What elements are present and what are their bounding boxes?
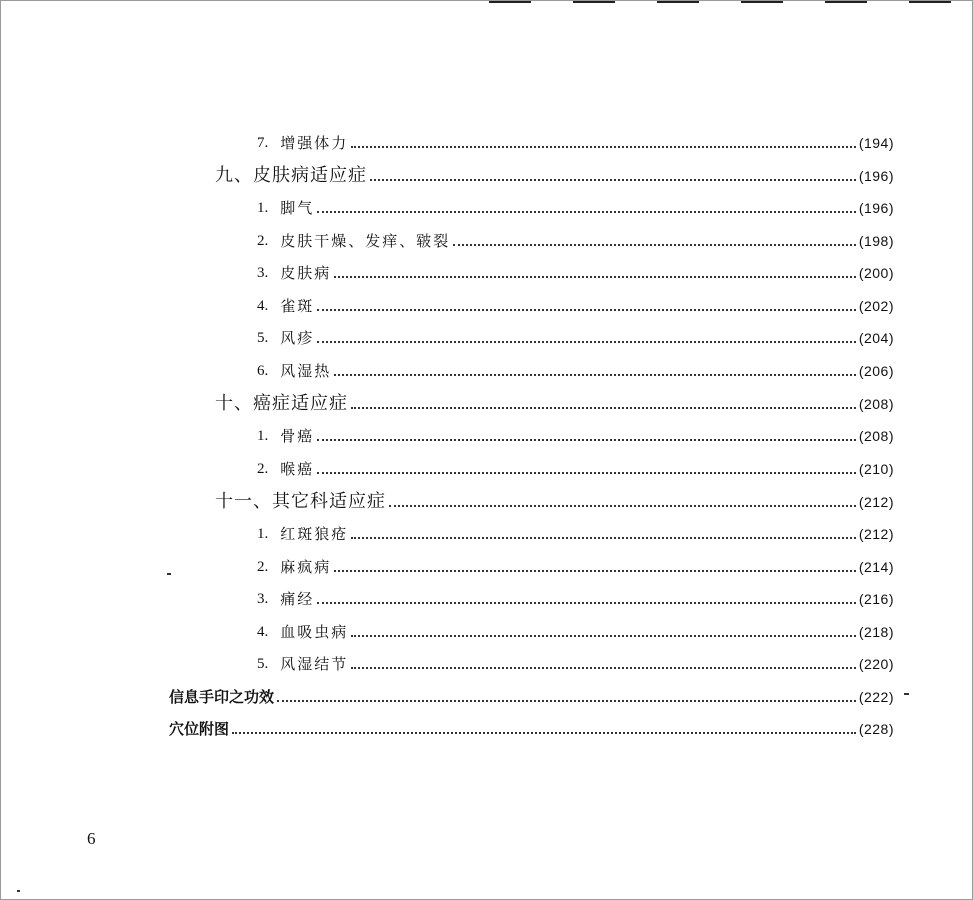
entry-page: (222) xyxy=(858,689,894,705)
top-rule xyxy=(573,1,615,3)
entry-title: 雀斑 xyxy=(280,297,315,315)
entry-title: 脚气 xyxy=(280,199,315,217)
section-title: 九、皮肤病适应症 xyxy=(215,165,367,186)
entry-number: 3. xyxy=(257,265,269,281)
entry-page: (218) xyxy=(858,624,894,640)
entry-number: 4. xyxy=(257,624,269,640)
toc-entry[interactable] xyxy=(257,292,894,316)
dot-leader xyxy=(232,732,856,734)
dot-leader xyxy=(370,179,856,181)
top-rule xyxy=(489,1,531,3)
entry-title: 痛经 xyxy=(280,590,315,608)
toc-part[interactable] xyxy=(169,683,894,707)
dot-leader xyxy=(351,635,856,637)
toc-part[interactable] xyxy=(169,715,894,739)
dot-leader xyxy=(334,276,856,278)
entry-page: (206) xyxy=(858,363,894,379)
toc-entry[interactable] xyxy=(257,129,894,153)
scan-speck xyxy=(17,890,20,892)
dot-leader xyxy=(389,505,856,507)
entry-page: (202) xyxy=(858,298,894,314)
dot-leader xyxy=(277,700,856,702)
toc-entry[interactable] xyxy=(257,357,894,381)
entry-title: 血吸虫病 xyxy=(280,623,349,641)
entry-page: (198) xyxy=(858,233,894,249)
dot-leader xyxy=(351,537,856,539)
dot-leader xyxy=(317,211,856,213)
dot-leader xyxy=(317,341,856,343)
toc-section[interactable] xyxy=(215,488,894,512)
entry-title: 风疹 xyxy=(280,329,315,347)
entry-title: 皮肤病 xyxy=(280,264,332,282)
entry-number: 1. xyxy=(257,526,269,542)
dot-leader xyxy=(453,244,856,246)
dot-leader xyxy=(317,472,856,474)
entry-page: (196) xyxy=(858,168,894,184)
toc-entry[interactable] xyxy=(257,520,894,544)
toc-section[interactable] xyxy=(215,162,894,186)
entry-number: 6. xyxy=(257,363,269,379)
entry-page: (212) xyxy=(858,494,894,510)
part-title: 信息手印之功效 xyxy=(169,688,275,706)
toc-entry[interactable] xyxy=(257,227,894,251)
top-rule xyxy=(657,1,699,3)
toc-section[interactable] xyxy=(215,390,894,414)
entry-page: (194) xyxy=(858,135,894,151)
entry-page: (208) xyxy=(858,396,894,412)
entry-page: (228) xyxy=(858,721,894,737)
dot-leader xyxy=(317,439,856,441)
part-title: 穴位附图 xyxy=(169,720,230,738)
entry-number: 2. xyxy=(257,461,269,477)
toc-entry[interactable] xyxy=(257,259,894,283)
entry-title: 风湿热 xyxy=(280,362,332,380)
entry-page: (204) xyxy=(858,330,894,346)
dot-leader xyxy=(351,407,856,409)
entry-page: (200) xyxy=(858,265,894,281)
toc-entry[interactable] xyxy=(257,553,894,577)
entry-page: (196) xyxy=(858,200,894,216)
entry-page: (212) xyxy=(858,526,894,542)
page-number: 6 xyxy=(87,829,96,848)
toc-entry[interactable] xyxy=(257,455,894,479)
entry-number: 2. xyxy=(257,233,269,249)
toc-entry[interactable] xyxy=(257,422,894,446)
toc-entry[interactable] xyxy=(257,194,894,218)
entry-number: 1. xyxy=(257,428,269,444)
entry-title: 增强体力 xyxy=(280,134,349,152)
dot-leader xyxy=(334,570,856,572)
entry-number: 2. xyxy=(257,559,269,575)
toc-entry[interactable] xyxy=(257,618,894,642)
entry-title: 皮肤干燥、发痒、皲裂 xyxy=(280,232,451,250)
dot-leader xyxy=(334,374,856,376)
dot-leader xyxy=(351,667,856,669)
dot-leader xyxy=(317,309,856,311)
entry-title: 风湿结节 xyxy=(280,655,349,673)
dot-leader xyxy=(351,146,856,148)
top-rule xyxy=(825,1,867,3)
entry-number: 1. xyxy=(257,200,269,216)
entry-page: (210) xyxy=(858,461,894,477)
entry-number: 4. xyxy=(257,298,269,314)
toc-entry[interactable] xyxy=(257,650,894,674)
entry-page: (216) xyxy=(858,591,894,607)
entry-page: (214) xyxy=(858,559,894,575)
entry-page: (208) xyxy=(858,428,894,444)
top-rule xyxy=(909,1,951,3)
scan-speck xyxy=(904,693,909,695)
dot-leader xyxy=(317,602,856,604)
section-title: 十、癌症适应症 xyxy=(215,393,348,414)
toc-entry[interactable] xyxy=(257,324,894,348)
scan-speck xyxy=(167,573,171,575)
toc-entry[interactable] xyxy=(257,585,894,609)
entry-title: 麻疯病 xyxy=(280,558,332,576)
entry-title: 喉癌 xyxy=(280,460,315,478)
entry-number: 5. xyxy=(257,656,269,672)
entry-number: 3. xyxy=(257,591,269,607)
section-title: 十一、其它科适应症 xyxy=(215,491,386,512)
entry-title: 骨癌 xyxy=(280,427,315,445)
entry-page: (220) xyxy=(858,656,894,672)
entry-title: 红斑狼疮 xyxy=(280,525,349,543)
top-rule xyxy=(741,1,783,3)
entry-number: 7. xyxy=(257,135,269,151)
entry-number: 5. xyxy=(257,330,269,346)
